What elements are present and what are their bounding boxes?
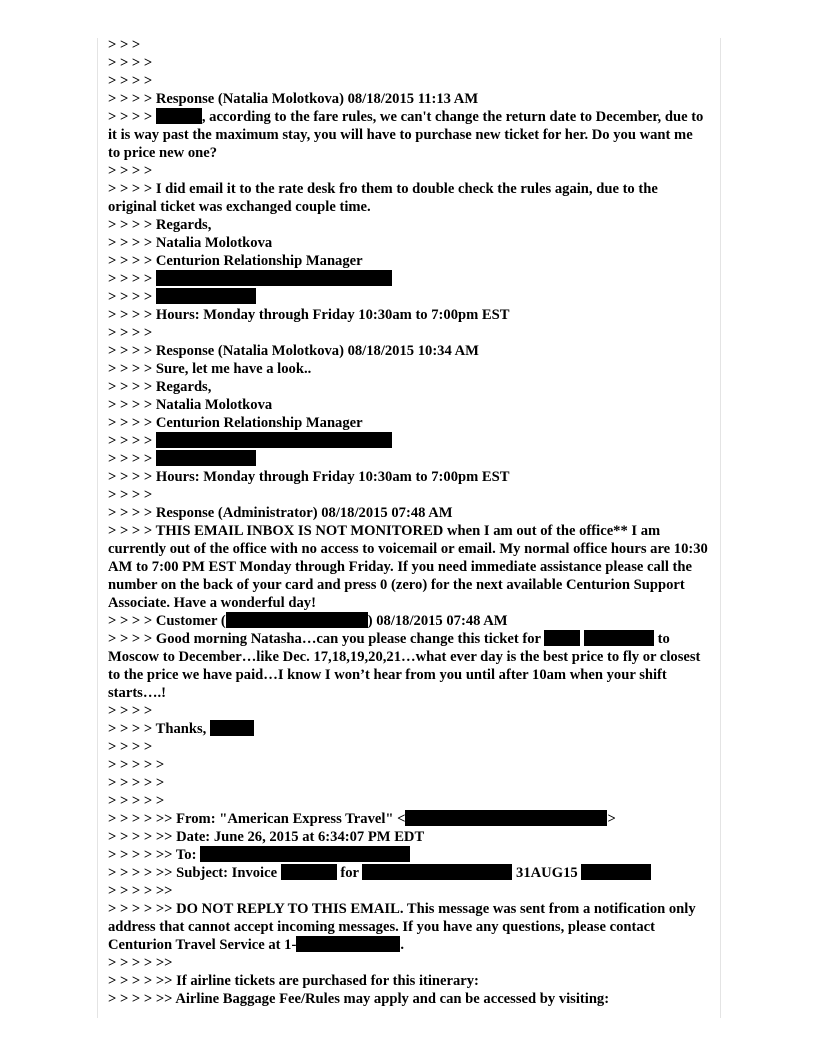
to-line <box>108 846 708 864</box>
text-line: > > > > >> <box>108 883 173 899</box>
text-line: > > > <box>108 37 141 53</box>
thanks-text: > > > > Thanks, <box>108 721 210 737</box>
quote-prefix: > > > > <box>108 271 156 287</box>
text-line: > > > > Regards, <box>108 379 212 395</box>
response-header: > > > > Response (Natalia Molotkova) 08/18/2015 10:34 AM <box>108 343 479 359</box>
redaction-bar <box>296 936 400 952</box>
redaction-bar <box>581 864 651 880</box>
hours-line: > > > > Hours: Monday through Friday 10:30am to 7:00pm EST <box>108 307 510 323</box>
text-line: > > > > Regards, <box>108 217 212 233</box>
subject-text: for <box>336 865 363 881</box>
text-line: > > > > > <box>108 757 165 773</box>
subject-label: > > > > >> Subject: Invoice <box>108 865 281 881</box>
response-header: > > > > Response (Natalia Molotkova) 08/18/2015 11:13 AM <box>108 91 479 107</box>
text-paragraph: > > > > I did email it to the rate desk fro them to double check the rules again, due to the original ticket was exchanged couple time. <box>108 181 658 215</box>
thanks-line <box>108 720 708 738</box>
redacted-line <box>108 288 708 306</box>
text-line: > > > > <box>108 703 153 719</box>
quote-prefix: > > > > <box>108 109 156 125</box>
redaction-bar <box>544 630 580 646</box>
from-label: > > > > >> From: "American Express Travel" < <box>108 811 406 827</box>
redaction-bar <box>156 432 392 448</box>
redacted-line <box>108 432 708 450</box>
text-line: > > > > >> <box>108 955 173 971</box>
to-label: > > > > >> To: <box>108 847 201 863</box>
text-paragraph <box>108 900 708 954</box>
signature-name: > > > > Natalia Molotkova <box>108 235 273 251</box>
redaction-bar <box>156 288 256 304</box>
paragraph-text: > > > > Good morning Natasha…can you please change this ticket for <box>108 631 545 647</box>
text-line: > > > > <box>108 55 153 71</box>
signature-name: > > > > Natalia Molotkova <box>108 397 273 413</box>
redaction-bar <box>156 270 392 286</box>
redacted-line <box>108 270 708 288</box>
signature-title: > > > > Centurion Relationship Manager <box>108 415 363 431</box>
subject-line <box>108 864 708 882</box>
text-paragraph <box>108 108 708 162</box>
redaction-bar <box>281 864 337 880</box>
quote-prefix: > > > > <box>108 433 156 449</box>
text-line: > > > > > <box>108 775 165 791</box>
from-line <box>108 810 708 828</box>
quote-prefix: > > > > <box>108 289 156 305</box>
quote-prefix: > > > > <box>108 451 156 467</box>
redaction-bar <box>405 810 607 826</box>
email-thread <box>108 36 708 1008</box>
redaction-bar <box>200 846 410 862</box>
redacted-line <box>108 450 708 468</box>
text-paragraph <box>108 630 708 702</box>
text-line: > > > > >> If airline tickets are purchased for this itinerary: <box>108 973 479 989</box>
paragraph-text: , according to the fare rules, we can't change the return date to December, due to it is way past the maximum stay, you will have to purchase new ticket for her. Do you want me to price new one? <box>108 109 704 161</box>
from-close: > <box>607 811 616 827</box>
customer-header <box>108 612 708 630</box>
paragraph-text: > > > > >> DO NOT REPLY TO THIS EMAIL. This message was sent from a notification only address that cannot accept incoming messages. If you have any questions, please contact Centurion Travel Service at 1- <box>108 901 696 953</box>
text-line: > > > > > <box>108 793 165 809</box>
redaction-bar <box>156 108 202 124</box>
redaction-bar <box>210 720 254 736</box>
redaction-bar <box>156 450 256 466</box>
text-paragraph: > > > > THIS EMAIL INBOX IS NOT MONITORED when I am out of the office** I am currently out of the office with no access to voicemail or email. My normal office hours are 10:30 AM to 7:00 PM EST Monday through Friday. If you need immediate assistance please call the number on the back of your card and press 0 (zero) for the next available Centurion Support Associate. Have a wonderful day! <box>108 523 708 611</box>
signature-title: > > > > Centurion Relationship Manager <box>108 253 363 269</box>
customer-timestamp: ) 08/18/2015 07:48 AM <box>367 613 508 629</box>
text-line: > > > > <box>108 487 153 503</box>
hours-line: > > > > Hours: Monday through Friday 10:30am to 7:00pm EST <box>108 469 510 485</box>
period: . <box>400 937 404 953</box>
text-line: > > > > Sure, let me have a look.. <box>108 361 312 377</box>
text-line: > > > > <box>108 163 153 179</box>
text-line: > > > > <box>108 325 153 341</box>
text-line: > > > > <box>108 739 153 755</box>
response-header: > > > > Response (Administrator) 08/18/2015 07:48 AM <box>108 505 453 521</box>
redaction-bar <box>226 612 368 628</box>
redaction-bar <box>362 864 512 880</box>
text-line: > > > > <box>108 73 153 89</box>
date-line: > > > > >> Date: June 26, 2015 at 6:34:07 PM EDT <box>108 829 425 845</box>
subject-date: 31AUG15 <box>512 865 582 881</box>
redaction-bar <box>584 630 654 646</box>
text-line: > > > > >> Airline Baggage Fee/Rules may apply and can be accessed by visiting: <box>108 991 610 1007</box>
paragraph-text: to Moscow to December…like Dec. 17,18,19,20,21…what ever day is the best price to fly or closest to the price we have paid…I know I won’t hear from you until after 10am when your shift starts….! <box>108 631 701 701</box>
customer-label: > > > > Customer ( <box>108 613 226 629</box>
